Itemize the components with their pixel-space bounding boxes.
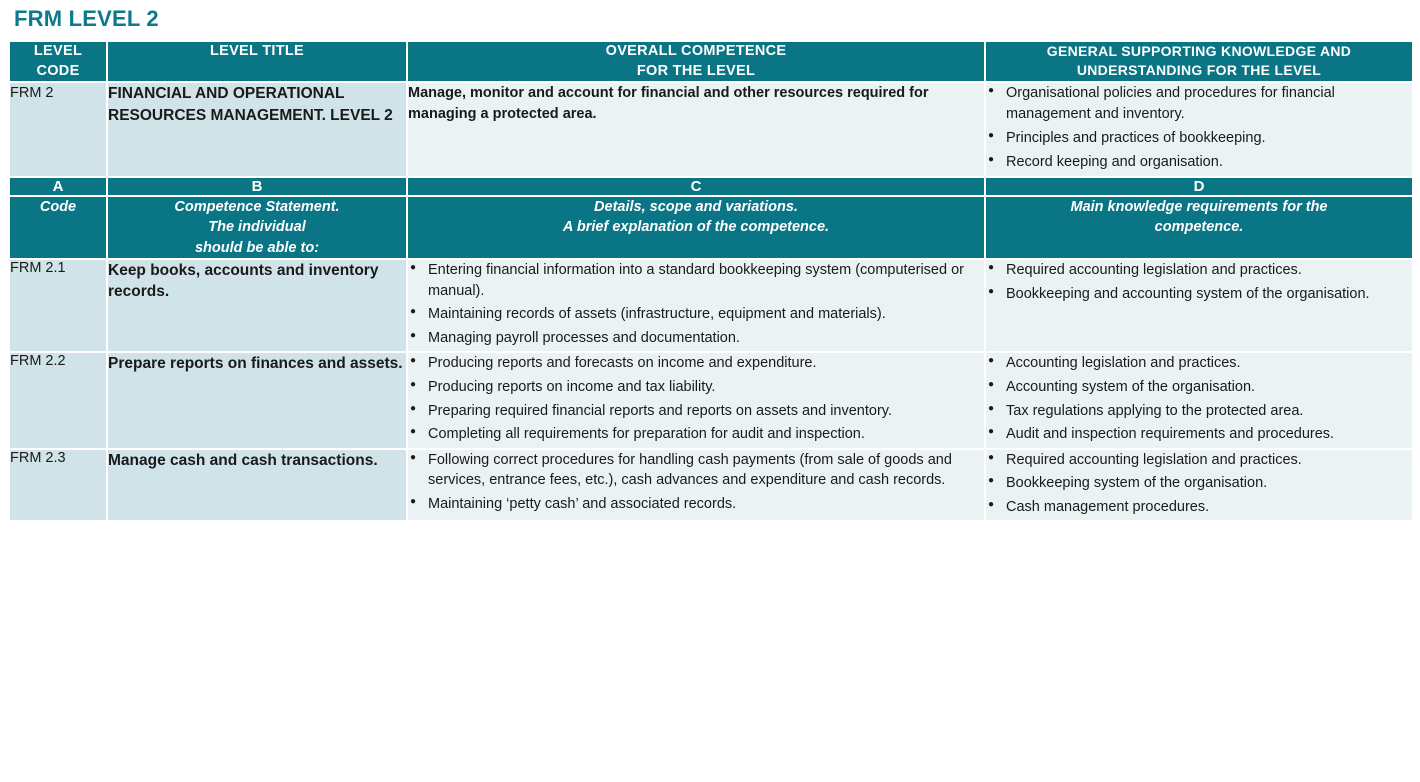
list-item: ● Managing payroll processes and documentation. <box>408 328 984 349</box>
header-knowledge-line1: GENERAL SUPPORTING KNOWLEDGE AND <box>1046 43 1352 59</box>
list-item: ● Completing all requirements for preparation for audit and inspection. <box>408 424 984 445</box>
competence-matrix-table <box>8 40 1414 522</box>
list-item: ● Maintaining ‘petty cash’ and associated records. <box>408 494 984 515</box>
row-code: FRM 2.3 <box>9 449 107 522</box>
list-item: ● Tax regulations applying to the protected area. <box>986 401 1412 422</box>
row-knowledge-list <box>986 450 1412 518</box>
header-level-title: LEVEL TITLE <box>107 41 407 82</box>
subheader-code: Code <box>9 196 107 259</box>
column-letter-c: C <box>407 177 985 196</box>
list-item: ● Following correct procedures for handling cash payments (from sale of goods and services, entrance fees, etc.), cash advances and expenditure and cash records. <box>408 450 984 491</box>
list-item: ● Accounting legislation and practices. <box>986 353 1412 374</box>
level-summary-row <box>9 82 1413 177</box>
header-level-code-line2: CODE <box>36 62 80 79</box>
table-row <box>9 259 1413 352</box>
list-item: ● Cash management procedures. <box>986 497 1412 518</box>
subheader-statement-line3: should be able to: <box>194 239 320 256</box>
column-letter-d: D <box>985 177 1413 196</box>
row-details <box>407 259 985 352</box>
row-knowledge-list <box>986 353 1412 444</box>
subheader-competence-statement <box>107 196 407 259</box>
level-knowledge-list <box>986 83 1412 173</box>
list-item: ● Required accounting legislation and practices. <box>986 260 1412 281</box>
list-item: ● Principles and practices of bookkeeping. <box>986 128 1412 149</box>
row-code: FRM 2.1 <box>9 259 107 352</box>
list-item: ● Maintaining records of assets (infrastructure, equipment and materials). <box>408 304 984 325</box>
header-overall-competence <box>407 41 985 82</box>
table-row <box>9 449 1413 522</box>
header-level-code <box>9 41 107 82</box>
page-title: FRM LEVEL 2 <box>14 6 159 31</box>
subheader-details-line1: Details, scope and variations. <box>594 199 798 216</box>
list-item: ● Required accounting legislation and practices. <box>986 450 1412 471</box>
header-overall-line2: FOR THE LEVEL <box>636 62 756 79</box>
subheader-knowledge-line1: Main knowledge requirements for the <box>1070 199 1328 216</box>
list-item: ● Record keeping and organisation. <box>986 152 1412 173</box>
row-details-list <box>408 260 984 348</box>
column-letter-row <box>9 177 1413 196</box>
level-code-cell: FRM 2 <box>9 82 107 177</box>
list-item: ● Producing reports and forecasts on income and expenditure. <box>408 353 984 374</box>
list-item: ● Accounting system of the organisation. <box>986 377 1412 398</box>
list-item: ● Organisational policies and procedures for financial management and inventory. <box>986 83 1412 125</box>
row-statement: Manage cash and cash transactions. <box>107 449 407 522</box>
list-item: ● Bookkeeping and accounting system of the organisation. <box>986 284 1412 305</box>
header-level-code-line1: LEVEL <box>33 43 83 59</box>
table-header-row <box>9 41 1413 82</box>
level-title-cell: FINANCIAL AND OPERATIONAL RESOURCES MANAGEMENT. LEVEL 2 <box>107 82 407 177</box>
column-subheader-row <box>9 196 1413 259</box>
row-code: FRM 2.2 <box>9 352 107 448</box>
row-details <box>407 352 985 448</box>
header-knowledge-line2: UNDERSTANDING FOR THE LEVEL <box>1076 61 1322 78</box>
row-details-list <box>408 353 984 444</box>
column-letter-a: A <box>9 177 107 196</box>
subheader-knowledge <box>985 196 1413 259</box>
header-overall-line1: OVERALL COMPETENCE <box>605 43 787 59</box>
subheader-statement-line2: The individual <box>208 219 306 236</box>
list-item: ● Audit and inspection requirements and procedures. <box>986 424 1412 445</box>
list-item: ● Entering financial information into a standard bookkeeping system (computerised or manual). <box>408 260 984 301</box>
list-item: ● Producing reports on income and tax liability. <box>408 377 984 398</box>
row-knowledge <box>985 449 1413 522</box>
level-overall-cell: Manage, monitor and account for financial and other resources required for managing a protected area. <box>407 82 985 177</box>
column-letter-b: B <box>107 177 407 196</box>
subheader-details-line2: A brief explanation of the competence. <box>562 219 830 236</box>
subheader-statement-line1: Competence Statement. <box>174 199 340 216</box>
list-item: ● Bookkeeping system of the organisation. <box>986 473 1412 494</box>
row-details <box>407 449 985 522</box>
level-knowledge-cell <box>985 82 1413 177</box>
header-general-knowledge <box>985 41 1413 82</box>
row-knowledge <box>985 352 1413 448</box>
list-item: ● Preparing required financial reports and reports on assets and inventory. <box>408 401 984 422</box>
row-statement: Prepare reports on finances and assets. <box>107 352 407 448</box>
table-row <box>9 352 1413 448</box>
row-knowledge-list <box>986 260 1412 304</box>
subheader-details <box>407 196 985 259</box>
row-details-list <box>408 450 984 515</box>
row-statement: Keep books, accounts and inventory records. <box>107 259 407 352</box>
subheader-knowledge-line2: competence. <box>1154 219 1244 236</box>
row-knowledge <box>985 259 1413 352</box>
